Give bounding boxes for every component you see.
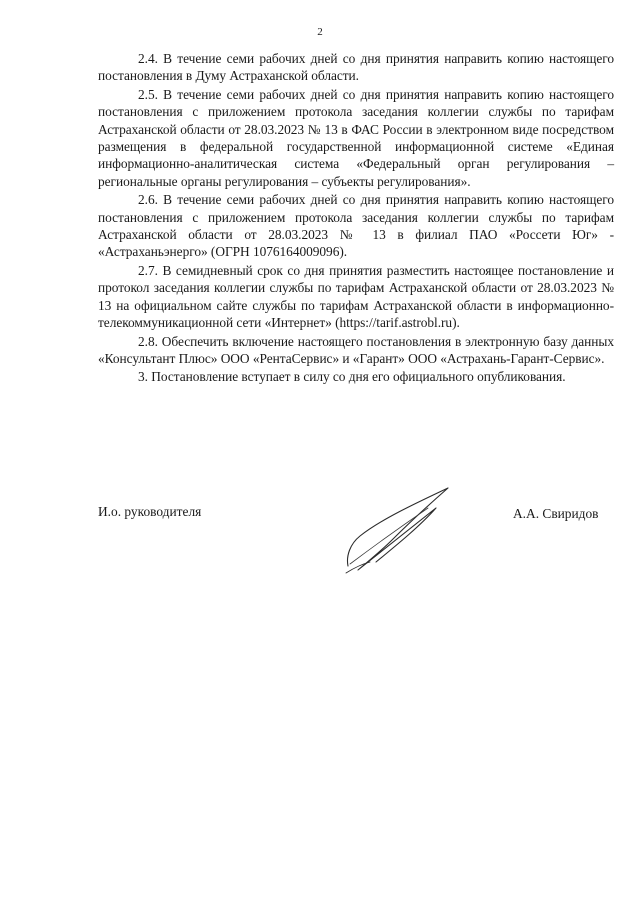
- document-body: [98, 50, 614, 387]
- paragraph-2-6: 2.6. В течение семи рабочих дней со дня принятия направить копию настоящего постановления с приложением протокола заседания коллегии службы по тарифам Астраханской области от 28.03.2023 № 13 в филиал ПАО «Россети Юг» - «Астраханьэнерго» (ОГРН 1076164009096).: [98, 192, 614, 260]
- page-number: 2: [317, 26, 323, 38]
- paragraph-2-8: 2.8. Обеспечить включение настоящего постановления в электронную базу данных «Консультант Плюс» ООО «РентаСервис» и «Гарант» ООО «Астрахань-Гарант-Сервис».: [98, 333, 614, 366]
- signatory-title: И.о. руководителя: [98, 504, 202, 519]
- paragraph-3: 3. Постановление вступает в силу со дня его официального опубликования.: [138, 369, 566, 385]
- paragraph-2-4: 2.4. В течение семи рабочих дней со дня принятия направить копию настоящего постановления в Думу Астраханской области.: [98, 51, 614, 84]
- paragraph-2-7: 2.7. В семидневный срок со дня принятия разместить настоящее постановление и протокол заседания коллегии службы по тарифам Астраханской области от 28.03.2023 № 13 на официальном сайте службы по тарифам Астраханской области в информационно-телекоммуникационной сети «Интернет» (https://tarif.astrobl.ru).: [98, 262, 614, 331]
- signatory-name: А.А. Свиридов: [513, 506, 599, 521]
- handwritten-signature: [336, 478, 486, 578]
- paragraph-2-5: 2.5. В течение семи рабочих дней со дня принятия направить копию настоящего постановления с приложением протокола заседания коллегии службы по тарифам Астраханской области от 28.03.2023 № 13 в ФАС России в электронном виде посредством размещения в федеральной государственной информационной системе «Единая информационно-аналитическая система «Федеральный орган регулирования – региональные органы регулирования – субъекты регулирования».: [98, 86, 614, 189]
